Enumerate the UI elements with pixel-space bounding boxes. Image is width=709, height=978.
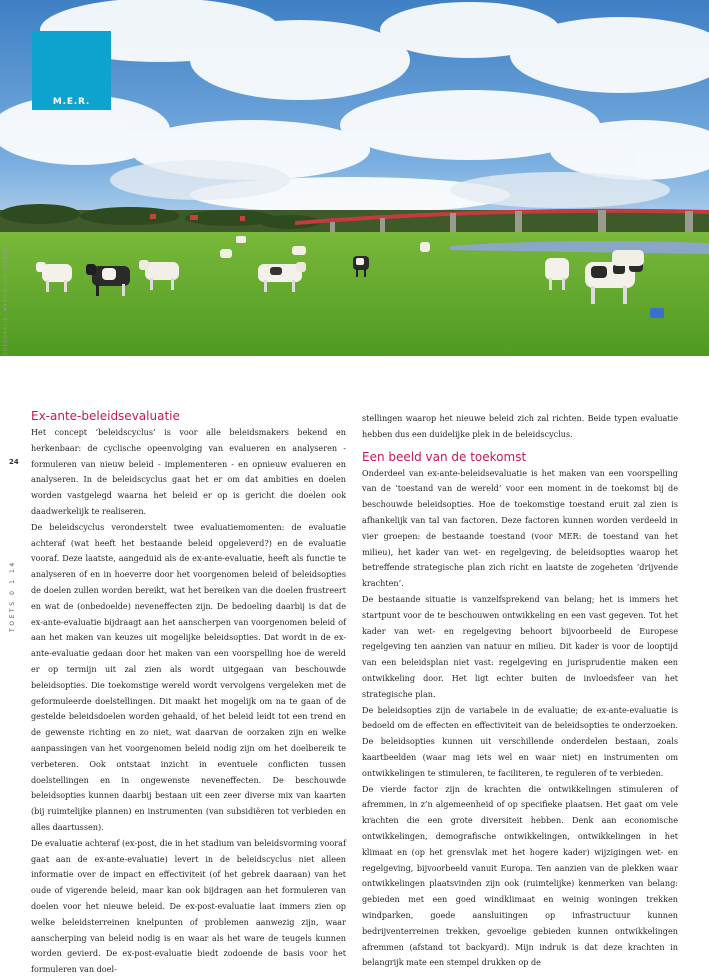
paragraph: Onderdeel van ex-ante-beleidsevaluatie is het maken van een voorspelling van de ‘toestand van de wereld’ voor een moment in de toekomst bij de beschouwde beleidsopties. Hoe de toekomstige toestand eruit zal zien is afhankelijk van tal van factoren. Deze factoren kunnen worden verdeeld in vier groepen: de bestaande toestand (voor MER: de toestand van het milieu), het kader van wet- en regelgeving, de beleidsopties waarop het betreffende strategische plan zich richt en laatste de zogeheten ‘drijvende krachten’. xyxy=(362,467,678,589)
paragraph-continued: stellingen waarop het nieuwe beleid zich zal richten. Beide typen evaluatie hebben dus een duidelijke plek in de beleidscyclus. xyxy=(362,413,678,439)
section-tag xyxy=(32,31,111,110)
paragraph: De vierde factor zijn de krachten die ontwikkelingen stimuleren of afremmen, in z’n algemeenheid of op specifieke plaatsen. Het gaat om vele krachten die een grote diversiteit hebben. Denk aan economische ontwikkelingen, demografische ontwikkelingen, ontwikkelingen in het klimaat en (op het grensvlak met het hogere kader) wijzigingen wet- en regelgeving, bijvoorbeeld vanuit Europa. Ten aanzien van de plekken waar ontwikkelingen plaatsvinden zijn ook (ruimtelijke) kenmerken van belang: gebieden met een goed windklimaat en weinig woningen trekken windparken, goede aansluitingen op infrastructuur kunnen bedrijventerreinen trekken, gevoelige gebieden kunnen ontwikkelingen afremmen (afstand tot backyard). Mijn indruk is dat deze krachten in belangrijk mate een stempel drukken op de xyxy=(362,783,678,968)
section-heading-ex-ante: Ex-ante-beleidsevaluatie xyxy=(31,409,180,423)
right-column xyxy=(362,411,678,971)
paragraph: De beleidscyclus veronderstelt twee evaluatiemomenten: de evaluatie achteraf (wat heeft het bestaande beleid opgeleverd?) en de evaluatie vooraf. Deze laatste, aangeduid als de ex-ante-evaluatie, heeft als functie te analyseren of en in hoeverre door het voorgenomen beleid of beleidsopties de doelen zullen worden bereikt, wat het bereiken van die doelen frustreert en wat de (onbedoelde) neveneffecten zijn. De bedoeling daarbij is dat de ex-ante-evaluatie bijdraagt aan het aanscherpen van voorgenomen beleid of aan het maken van keuzes uit mogelijke beleidsopties. Dat wordt in de ex-ante-evaluatie gedaan door het maken van een voorspelling hoe de wereld er op termijn uit zal zien als wordt uitgegaan van beschouwde beleidsopties. Die toekomstige wereld wordt vervolgens vergeleken met de geformuleerde doelstellingen. Dit maakt het mogelijk om na te gaan of de gestelde beleidsdoelen worden gehaald, of het beleid leidt tot een trend en de gewenste richting en zo niet, wat daarvan de oorzaken zijn en welke aanpassingen van het voorgenomen beleid nodig zijn om het doelbereik te verbeteren. Ook ontstaat inzicht in eventuele conflicten tussen doelstellingen en in ongewenste neveneffecten. De beschouwde beleidsopties kunnen daarbij bestaan uit een zeer diverse mix van kaarten (bij ruimtelijke plannen) en instrumenten (van subsidiëren tot verbieden en alles daartussen). xyxy=(31,521,346,832)
paragraph: De beleidsopties zijn de variabele in de evaluatie; de ex-ante-evaluatie is bedoeld om de effecten en effectiviteit van de beleidsopties te onderzoeken. De beleidsopties kunnen uit verschillende onderdelen bestaan, zoals kaartbeelden (waar mag iets wel en waar niet) en instrumenten om ontwikkelingen te stimuleren, te faciliteren, te reguleren of te verbieden. xyxy=(362,704,678,778)
paragraph: Het concept ‘beleidscyclus’ is voor alle beleidsmakers bekend en herkenbaar: de cyclische opeenvolging van evalueren en analyseren - formuleren van nieuw beleid - implementeren - en opnieuw evalueren en analyseren. In de beleidscyclus gaat het er om dat ambities en doelen worden vastgelegd waarna het beleid er op is gericht die doelen ook daadwerkelijk te realiseren. xyxy=(31,427,346,516)
journal-mark: TOETS 0 1 14 xyxy=(9,560,16,632)
paragraph: De evaluatie achteraf (ex-post, die in het stadium van beleidsvorming vooraf gaat aan de ex-ante-evaluatie) levert in de beleidscyclus niet alleen informatie over de impact en effectiviteit (of het gebrek daaraan) van het oude of vigerende beleid, maar kan ook bijdragen aan het formuleren van doelen voor het nieuwe beleid. De ex-post-evaluatie laat immers zien op welke beleidsterreinen knelpunten of problemen aanwezig zijn, waar aanscherping van beleid nodig is en waar als het ware de teugels kunnen worden gevierd. De ex-post-evaluatie biedt zodoende de basis voor het formuleren van doel- xyxy=(31,837,346,975)
section-heading-toekomst: Een beeld van de toekomst xyxy=(362,449,527,464)
left-column xyxy=(31,408,346,978)
section-tag-label: M.E.R. xyxy=(52,97,91,107)
page-number: 24 xyxy=(9,458,19,466)
paragraph: De bestaande situatie is vanzelfsprekend van belang; het is immers het startpunt voor de te beschouwen ontwikkeling en een vast gegeven. Tot het kader van wet- en regelgeving behoort bijvoorbeeld de Europese regelgeving ten aanzien van natuur en milieu. Dit kader is voor de looptijd van een beleidsplan niet vast: regelgeving en jurisprudentie maken een ontwikkeling door. Het ligt echter buiten de invloedsfeer van het strategische plan. xyxy=(362,593,678,699)
photo-credit: FOTOGRAFIE: MARTIN VAN LOKVEN xyxy=(4,246,9,355)
